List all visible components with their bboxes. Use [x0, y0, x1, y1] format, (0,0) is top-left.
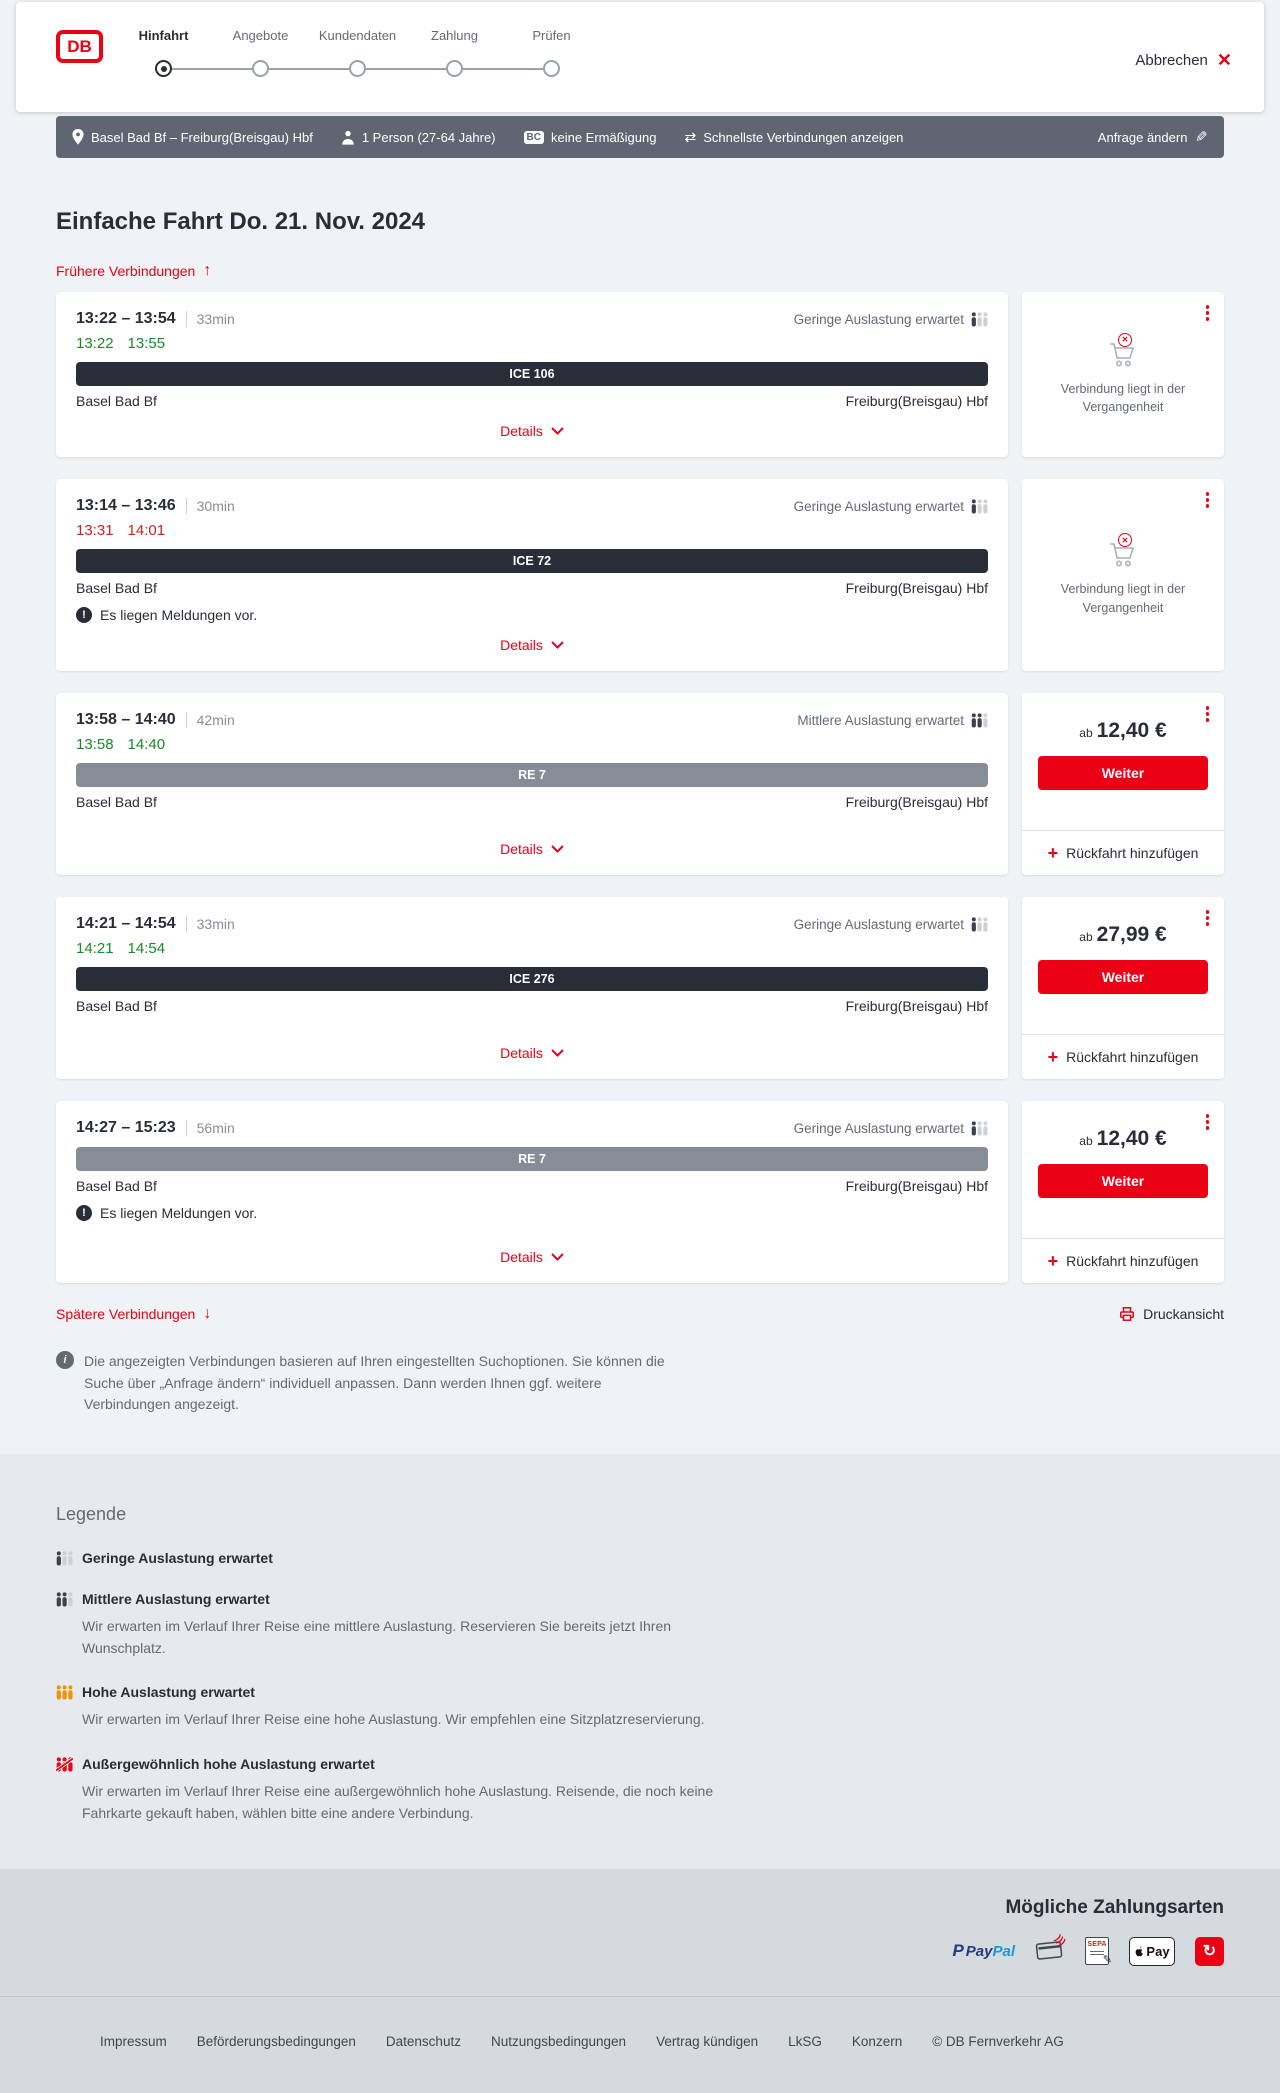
occupancy-indicator [794, 917, 988, 932]
occupancy-high-icon [56, 1685, 73, 1700]
occupancy-medium-icon [971, 713, 988, 728]
credit-card-icon: ))) [1035, 1938, 1065, 1964]
connection-row [56, 1101, 1224, 1283]
service-message-label: Es liegen Meldungen vor. [100, 607, 258, 623]
duration-label: 42min [196, 712, 235, 728]
payment-title: Mögliche Zahlungsarten [1005, 1896, 1224, 1918]
scheduled-times: 13:22 – 13:54 [76, 310, 176, 327]
unavailable-x-icon: ✕ [1118, 533, 1132, 547]
details-toggle[interactable] [76, 409, 988, 447]
scheduled-times: 14:21 – 14:54 [76, 915, 176, 932]
price [1079, 719, 1166, 743]
arrival-station: Freiburg(Breisgau) Hbf [845, 794, 988, 810]
footer-link-datenschutz[interactable]: Datenschutz [385, 2033, 461, 2049]
realtime-arrival: 14:54 [127, 940, 166, 957]
occupancy-label: Geringe Auslastung erwartet [793, 1120, 964, 1136]
pencil-icon: ✎ [1195, 128, 1208, 146]
details-label: Details [500, 423, 543, 439]
footer-link-impressum[interactable]: Impressum [100, 2033, 167, 2049]
realtime-departure: 13:58 [76, 736, 114, 753]
service-message-label: Es liegen Meldungen vor. [100, 1205, 258, 1221]
occupancy-indicator [794, 1121, 988, 1136]
pen-icon: ✎ [1102, 1954, 1112, 1966]
arrival-station: Freiburg(Breisgau) Hbf [845, 393, 988, 409]
legend-item-medium [56, 1591, 1224, 1659]
connection-card [56, 292, 1008, 457]
fastest-label: Schnellste Verbindungen anzeigen [703, 129, 904, 145]
occupancy-indicator [797, 713, 988, 728]
weiter-button[interactable]: Weiter [1038, 1164, 1208, 1198]
location-pin-icon [72, 129, 84, 145]
price-prefix: ab [1079, 930, 1093, 944]
connection-row [56, 897, 1224, 1079]
footer-link-nutzungsbedingungen[interactable]: Nutzungsbedingungen [490, 2033, 627, 2049]
earlier-connections-link[interactable] [56, 262, 211, 280]
more-options-menu[interactable] [1204, 303, 1212, 323]
step-pruefen[interactable]: Prüfen [532, 28, 571, 43]
realtime-times [76, 940, 988, 957]
details-toggle[interactable] [76, 623, 988, 661]
legend-description: Wir erwarten im Verlauf Ihrer Reise eine mittlere Auslastung. Reservieren Sie bereits jetzt Ihren Wunschplatz. [82, 1618, 672, 1656]
arrow-up-icon: ↑ [203, 262, 212, 279]
step-zahlung[interactable]: Zahlung [431, 28, 478, 43]
step-circle-zahlung[interactable] [446, 60, 463, 77]
passenger-summary [341, 130, 496, 145]
page-footer [0, 1996, 1280, 2093]
occupancy-low-icon [56, 1551, 73, 1566]
realtime-times [76, 736, 988, 753]
legend-title: Legende [56, 1504, 127, 1525]
fastest-connections-summary [684, 130, 903, 145]
occupancy-label: Mittlere Auslastung erwartet [797, 712, 964, 728]
occupancy-indicator [794, 312, 988, 327]
discount-label: keine Ermäßigung [550, 129, 657, 145]
details-label: Details [500, 637, 543, 653]
occupancy-low-icon [971, 1121, 988, 1136]
weiter-button[interactable]: Weiter [1038, 756, 1208, 790]
price-prefix: ab [1079, 1134, 1093, 1148]
realtime-departure: 14:21 [76, 940, 114, 957]
more-options-menu[interactable] [1204, 908, 1212, 928]
exclamation-icon: ! [76, 1205, 92, 1221]
price-prefix: ab [1079, 726, 1093, 740]
add-return-label: Rückfahrt hinzufügen [1066, 1049, 1199, 1065]
connection-row [56, 693, 1224, 875]
swap-arrows-icon: ⇄ [684, 129, 697, 145]
realtime-times-delayed [76, 522, 988, 539]
chevron-down-icon [551, 1253, 564, 1261]
cancel-button[interactable] [1135, 51, 1232, 69]
arrival-station: Freiburg(Breisgau) Hbf [845, 580, 988, 596]
connection-row [56, 479, 1224, 671]
legend-label: Mittlere Auslastung erwartet [82, 1591, 270, 1608]
printer-icon [1119, 1306, 1135, 1322]
service-message [76, 1205, 988, 1221]
apple-pay-icon [1129, 1937, 1175, 1966]
details-label: Details [500, 1045, 543, 1061]
departure-station: Basel Bad Bf [76, 998, 157, 1014]
duration-label: 33min [196, 916, 235, 932]
arrow-down-icon: ↓ [203, 1305, 212, 1322]
paypal-label: Pal [992, 1942, 1015, 1960]
step-hinfahrt[interactable]: Hinfahrt [138, 28, 189, 43]
legend-item-high [56, 1684, 1224, 1731]
step-circle-angebote[interactable] [252, 60, 269, 77]
earlier-connections-label: Frühere Verbindungen [56, 263, 196, 279]
footer-link-vertrag-kuendigen[interactable]: Vertrag kündigen [656, 2033, 759, 2049]
connection-side-panel [1022, 1101, 1224, 1283]
details-label: Details [500, 841, 543, 857]
chevron-down-icon [551, 641, 564, 649]
db-logo[interactable]: DB [56, 30, 103, 63]
footer-link-konzern[interactable]: Konzern [851, 2033, 903, 2049]
price-value: 12,40 € [1096, 719, 1167, 742]
realtime-departure: 13:31 [76, 522, 114, 539]
weiter-button[interactable]: Weiter [1038, 960, 1208, 994]
divider [186, 311, 187, 327]
connection-card [56, 693, 1008, 875]
add-return-trip-button[interactable] [1022, 1034, 1224, 1079]
footer-link-befoerderungsbedingungen[interactable]: Beförderungsbedingungen [196, 2033, 356, 2049]
cancel-label: Abbrechen [1135, 51, 1208, 69]
add-return-trip-button[interactable] [1022, 1238, 1224, 1283]
duration-label: 56min [196, 1120, 235, 1136]
scheduled-times: 13:58 – 14:40 [76, 711, 176, 728]
divider [186, 1120, 187, 1136]
realtime-arrival: 13:55 [127, 335, 166, 352]
sofort-icon: ↻ [1195, 1937, 1224, 1966]
train-segment-bar: ICE 276 [76, 967, 988, 991]
bahncard-icon: BC [524, 131, 544, 144]
booking-progress-steps [115, 28, 600, 85]
cart-unavailable-icon [1105, 337, 1141, 371]
trip-date-label: Do. 21. Nov. 2024 [229, 208, 426, 235]
details-label: Details [500, 1249, 543, 1265]
passenger-label: 1 Person (27-64 Jahre) [361, 129, 496, 145]
occupancy-label: Geringe Auslastung erwartet [793, 916, 964, 932]
step-circle-pruefen[interactable] [543, 60, 560, 77]
connection-list [56, 292, 1224, 1283]
connection-card [56, 479, 1008, 671]
exclamation-icon: ! [76, 607, 92, 623]
train-segment-bar: ICE 72 [76, 549, 988, 573]
more-options-menu[interactable] [1204, 490, 1212, 510]
paypal-icon: P Pay Pal [952, 1941, 1015, 1960]
more-options-menu[interactable] [1204, 1112, 1212, 1132]
occupancy-exceptional-icon [56, 1757, 73, 1772]
search-summary-bar [56, 116, 1224, 158]
divider [186, 498, 187, 514]
chevron-down-icon [551, 1049, 564, 1057]
occupancy-low-icon [971, 499, 988, 514]
connection-side-panel [1022, 897, 1224, 1079]
train-segment-bar: ICE 106 [76, 362, 988, 386]
search-options-info [56, 1351, 1224, 1416]
departure-station: Basel Bad Bf [76, 1178, 157, 1194]
plus-icon: + [1047, 1251, 1059, 1271]
later-connections-link[interactable] [56, 1305, 211, 1323]
connection-side-panel [1022, 479, 1224, 671]
price [1079, 1127, 1166, 1151]
page-title [56, 208, 1224, 236]
add-return-label: Rückfahrt hinzufügen [1066, 1253, 1199, 1269]
realtime-times [76, 335, 988, 352]
unavailable-x-icon: ✕ [1118, 333, 1132, 347]
legend-label: Außergewöhnlich hohe Auslastung erwartet [82, 1756, 375, 1773]
chevron-down-icon [551, 427, 564, 435]
occupancy-label: Geringe Auslastung erwartet [793, 311, 964, 327]
scheduled-times: 14:27 – 15:23 [76, 1119, 176, 1136]
realtime-departure: 13:22 [76, 335, 114, 352]
price [1079, 923, 1166, 947]
occupancy-low-icon [971, 312, 988, 327]
service-message [76, 607, 988, 623]
price-value: 12,40 € [1096, 1127, 1167, 1150]
step-kundendaten[interactable]: Kundendaten [318, 28, 397, 43]
route-label: Basel Bad Bf – Freiburg(Breisgau) Hbf [91, 129, 313, 145]
legend-description: Wir erwarten im Verlauf Ihrer Reise eine außergewöhnlich hohe Auslastung. Reisende, die noch keine Fahrkarte gekauft haben, wählen bitte eine andere Verbindung. [82, 1783, 714, 1821]
route-summary [72, 129, 313, 145]
arrival-station: Freiburg(Breisgau) Hbf [845, 1178, 988, 1194]
trip-type-label: Einfache Fahrt [56, 208, 223, 235]
duration-label: 30min [196, 498, 235, 514]
legend-item-low [56, 1550, 1224, 1566]
realtime-arrival: 14:40 [127, 736, 166, 753]
connection-side-panel [1022, 292, 1224, 457]
search-options-info-text: Die angezeigten Verbindungen basieren auf Ihren eingestellten Suchoptionen. Sie können die Suche über „Anfrage ändern“ individuell anpassen. Dann werden Ihnen ggf. weitere Verbindungen angezeigt. [84, 1353, 665, 1413]
connection-card [56, 1101, 1008, 1283]
divider [186, 916, 187, 932]
step-circle-kundendaten[interactable] [349, 60, 366, 77]
details-toggle[interactable] [76, 1235, 988, 1273]
train-segment-bar: RE 7 [76, 763, 988, 787]
departure-station: Basel Bad Bf [76, 393, 157, 409]
payment-methods [56, 1933, 1224, 1966]
cart-unavailable-icon [1105, 537, 1141, 571]
person-icon [341, 130, 355, 145]
close-icon: ✕ [1216, 50, 1232, 70]
past-connection-note: Verbindung liegt in der Vergangenheit [1060, 381, 1186, 414]
divider [186, 712, 187, 728]
apple-pay-label: Pay [1146, 1943, 1170, 1959]
occupancy-medium-icon [56, 1592, 73, 1607]
occupancy-label: Geringe Auslastung erwartet [793, 498, 964, 514]
add-return-trip-button[interactable] [1022, 830, 1224, 875]
later-connections-label: Spätere Verbindungen [56, 1306, 196, 1322]
print-view-link[interactable] [1119, 1306, 1224, 1322]
info-icon: i [56, 1351, 74, 1369]
step-angebote[interactable]: Angebote [232, 28, 289, 43]
duration-label: 33min [196, 311, 235, 327]
details-toggle[interactable] [76, 1031, 988, 1069]
plus-icon: + [1047, 843, 1059, 863]
results-content [56, 208, 1224, 1416]
sepa-label: SEPA [1087, 1941, 1107, 1948]
legend-item-exceptional [56, 1756, 1224, 1824]
payment-section [0, 1869, 1280, 1996]
arrival-station: Freiburg(Breisgau) Hbf [845, 998, 988, 1014]
plus-icon: + [1047, 1047, 1059, 1067]
legend-label: Hohe Auslastung erwartet [82, 1684, 255, 1701]
occupancy-low-icon [971, 917, 988, 932]
price-value: 27,99 € [1096, 923, 1167, 946]
edit-request-label: Anfrage ändern [1097, 129, 1188, 145]
departure-station: Basel Bad Bf [76, 580, 157, 596]
discount-summary [524, 130, 657, 145]
connection-side-panel [1022, 693, 1224, 875]
copyright-label: © DB Fernverkehr AG [932, 2033, 1064, 2049]
more-options-menu[interactable] [1204, 704, 1212, 724]
chevron-down-icon [551, 845, 564, 853]
edit-request-button[interactable] [1098, 130, 1208, 145]
past-connection-note: Verbindung liegt in der Vergangenheit [1060, 582, 1186, 615]
sepa-icon [1085, 1937, 1112, 1966]
occupancy-indicator [794, 499, 988, 514]
train-segment-bar: RE 7 [76, 1147, 988, 1171]
scheduled-times: 13:14 – 13:46 [76, 497, 176, 514]
app-header [16, 2, 1264, 112]
add-return-label: Rückfahrt hinzufügen [1066, 845, 1199, 861]
departure-station: Basel Bad Bf [76, 794, 157, 810]
legend-description: Wir erwarten im Verlauf Ihrer Reise eine hohe Auslastung. Wir empfehlen eine Sitzplatzreservierung. [82, 1711, 705, 1728]
legend-section [0, 1454, 1280, 1868]
print-view-label: Druckansicht [1143, 1306, 1224, 1322]
connection-row [56, 292, 1224, 457]
connection-card [56, 897, 1008, 1079]
footer-link-lksg[interactable]: LkSG [788, 2033, 822, 2049]
step-circle-hinfahrt[interactable] [155, 60, 172, 77]
legend-label: Geringe Auslastung erwartet [82, 1550, 273, 1567]
details-toggle[interactable] [76, 827, 988, 865]
realtime-arrival: 14:01 [127, 522, 166, 539]
